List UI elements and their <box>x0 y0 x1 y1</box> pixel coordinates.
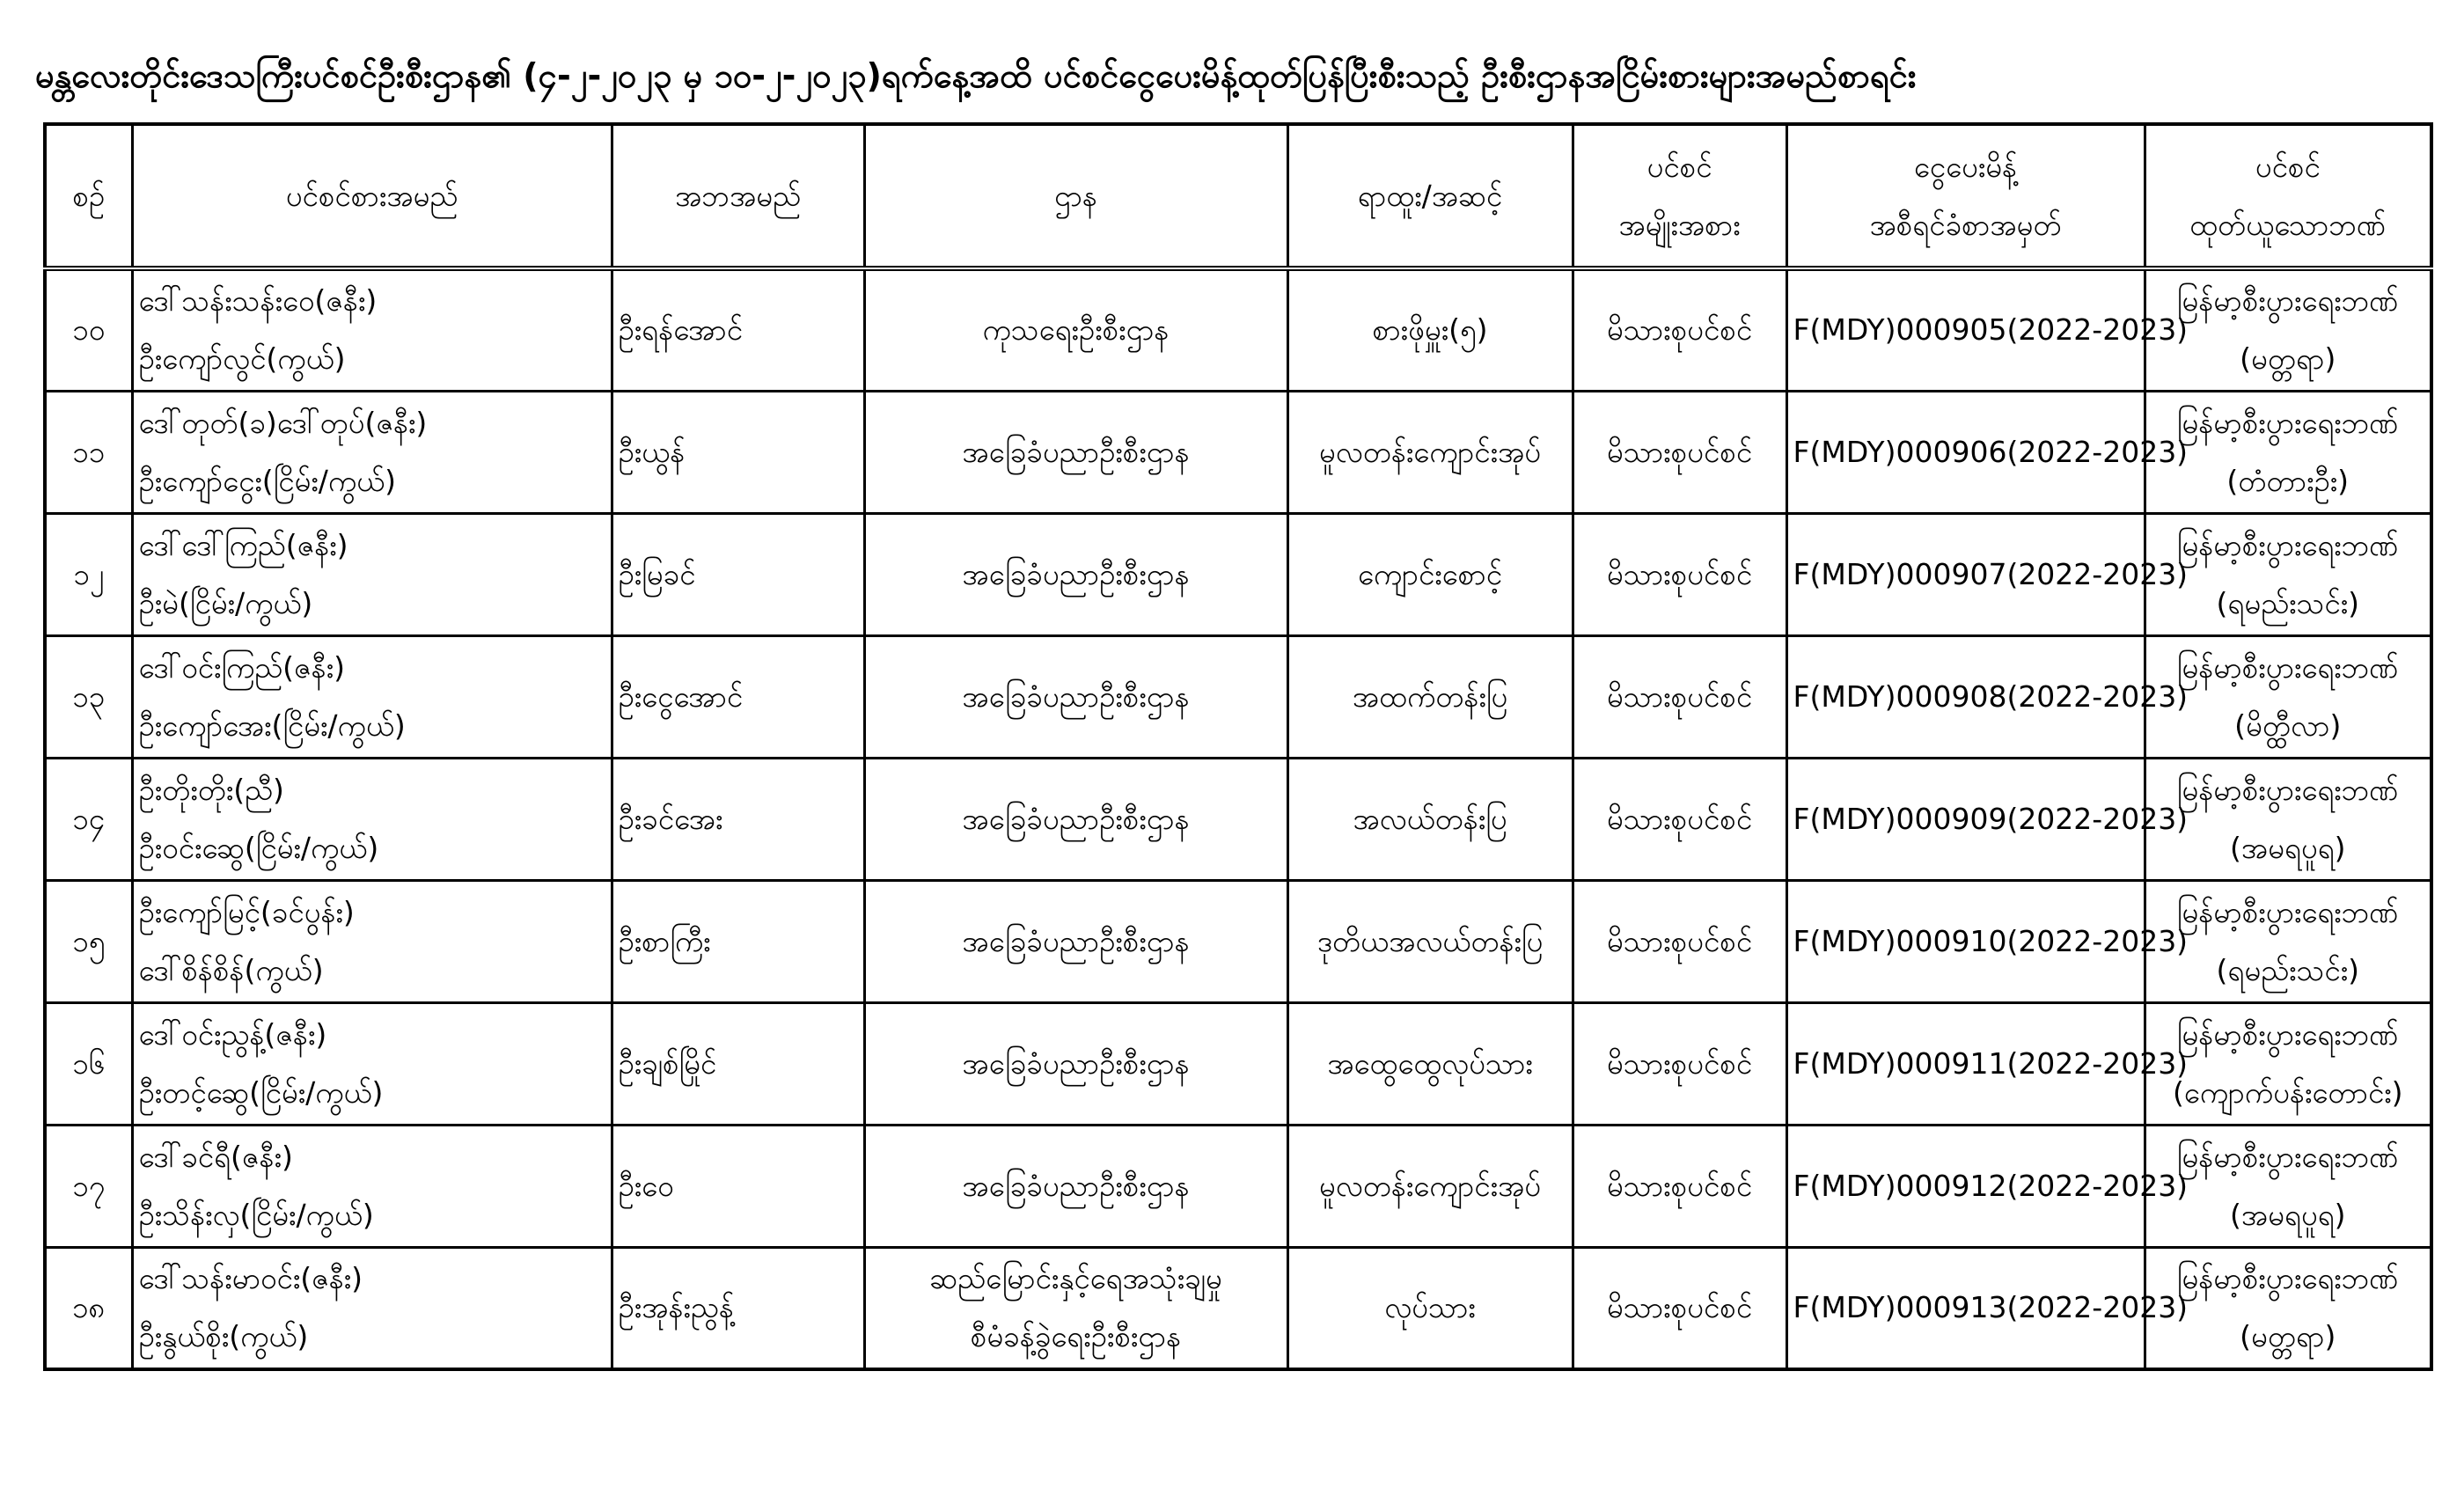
bank-branch: (မိတ္ထီလာ) <box>2234 708 2342 743</box>
pensioner-name-cell <box>132 635 612 758</box>
department-line1: အခြေခံပညာဦးစီးဌာန <box>962 1045 1190 1081</box>
rank: မူလတန်းကျောင်းအုပ် <box>1287 1125 1573 1247</box>
department-line1: အခြေခံပညာဦးစီးဌာန <box>962 1168 1190 1203</box>
header-pensioner-name: ပင်စင်စားအမည် <box>132 124 612 268</box>
department-line1: ဆည်မြောင်းနှင့်ရေအသုံးချမှု <box>929 1261 1222 1296</box>
deceased-name: ဦးကျော်ငွေး(ငြိမ်း/ကွယ်) <box>138 463 397 498</box>
header-rank: ရာထူး/အဆင့် <box>1287 124 1573 268</box>
rank: လုပ်သား <box>1287 1247 1573 1369</box>
pension-type: မိသားစုပင်စင် <box>1573 1125 1786 1247</box>
pensioner-name-cell <box>132 758 612 880</box>
header-pension-type-line1: ပင်စင် <box>1646 149 1712 184</box>
bank-branch: (အမရပူရ) <box>2229 1197 2346 1232</box>
department-cell <box>864 1125 1287 1247</box>
department-line1: အခြေခံပညာဦးစီးဌာန <box>962 434 1190 469</box>
row-number: ၁၇ <box>45 1125 132 1247</box>
row-number: ၁၁ <box>45 391 132 513</box>
header-bank-line2: ထုတ်ယူသောဘဏ် <box>2189 207 2387 242</box>
father-name: ဦးငွေအောင် <box>612 635 864 758</box>
table-row <box>45 1002 2431 1125</box>
bank-branch: (မတ္တရာ) <box>2240 341 2336 377</box>
pensioner-name-cell <box>132 268 612 391</box>
department-cell <box>864 1002 1287 1125</box>
table-row <box>45 513 2431 635</box>
bank-name: မြန်မာ့စီးပွားရေးဘဏ် <box>2176 1261 2399 1296</box>
order-number: F(MDY)000912(2022-2023) <box>1786 1125 2145 1247</box>
row-number: ၁၆ <box>45 1002 132 1125</box>
pensioner-name: ဦးကျော်မြင့်(ခင်ပွန်း) <box>138 894 355 929</box>
rank: အထွေထွေလုပ်သား <box>1287 1002 1573 1125</box>
header-row <box>45 124 2431 268</box>
pensioner-name-cell <box>132 391 612 513</box>
father-name: ဦးချစ်မြိုင် <box>612 1002 864 1125</box>
table-body <box>45 268 2431 1369</box>
pension-type: မိသားစုပင်စင် <box>1573 268 1786 391</box>
department-line2: စီမံခန့်ခွဲရေးဦးစီးဌာန <box>970 1319 1182 1354</box>
pensioner-name-cell <box>132 1125 612 1247</box>
deceased-name: ဦးမဲ(ငြိမ်း/ကွယ်) <box>138 585 313 620</box>
department-cell <box>864 513 1287 635</box>
header-no: စဉ် <box>45 124 132 268</box>
rank: စားဖိုမှူး(၅) <box>1287 268 1573 391</box>
header-bank-line1: ပင်စင် <box>2255 149 2321 184</box>
table-row <box>45 880 2431 1002</box>
header-father-name: အဘအမည် <box>612 124 864 268</box>
header-department: ဌာန <box>864 124 1287 268</box>
pensioner-name: ဒေါ်ခင်ရီ(ဇနီး) <box>138 1139 293 1174</box>
father-name: ဦးစာကြီး <box>612 880 864 1002</box>
rank: အထက်တန်းပြ <box>1287 635 1573 758</box>
father-name: ဦးရန်အောင် <box>612 268 864 391</box>
bank-name: မြန်မာ့စီးပွားရေးဘဏ် <box>2176 527 2399 562</box>
rank: ဒုတိယအလယ်တန်းပြ <box>1287 880 1573 1002</box>
table-row <box>45 268 2431 391</box>
table-row <box>45 1125 2431 1247</box>
header-bank <box>2145 124 2431 268</box>
pension-type: မိသားစုပင်စင် <box>1573 1002 1786 1125</box>
department-line1: အခြေခံပညာဦးစီးဌာန <box>962 923 1190 958</box>
father-name: ဦးခင်အေး <box>612 758 864 880</box>
pensioner-name: ဦးတိုးတိုး(ညီ) <box>138 772 284 807</box>
order-number: F(MDY)000909(2022-2023) <box>1786 758 2145 880</box>
bank-cell <box>2145 268 2431 391</box>
row-number: ၁၂ <box>45 513 132 635</box>
rank: မူလတန်းကျောင်းအုပ် <box>1287 391 1573 513</box>
row-number: ၁၃ <box>45 635 132 758</box>
pensioner-name-cell <box>132 513 612 635</box>
page-title: မန္တလေးတိုင်းဒေသကြီးပင်စင်ဦးစီးဌာန၏ (၄-၂-၂၀၂၃ မှ ၁၀-၂-၂၀၂၃)ရက်နေ့အထိ ပင်စင်ငွေပေးမိန့်ထုတ်ပြန်ပြီးစီးသည့် ဦးစီးဌာနအငြိမ်းစားများအမည်စာရင်း <box>35 56 1917 95</box>
deceased-name: ဦးသိန်းလှ(ငြိမ်း/ကွယ်) <box>138 1197 374 1232</box>
bank-branch: (ရမည်းသင်း) <box>2216 585 2359 620</box>
table-row <box>45 391 2431 513</box>
bank-name: မြန်မာ့စီးပွားရေးဘဏ် <box>2176 772 2399 807</box>
header-pension-type-line2: အမျိုးအစား <box>1618 207 1741 242</box>
department-line1: အခြေခံပညာဦးစီးဌာန <box>962 556 1190 591</box>
pensioner-name-cell <box>132 1247 612 1369</box>
table-header <box>45 124 2431 268</box>
order-number: F(MDY)000908(2022-2023) <box>1786 635 2145 758</box>
deceased-name: ဒေါ်စိန်စိန်(ကွယ်) <box>138 952 324 987</box>
department-line1: အခြေခံပညာဦးစီးဌာန <box>962 678 1190 714</box>
bank-name: မြန်မာ့စီးပွားရေးဘဏ် <box>2176 1139 2399 1174</box>
deceased-name: ဦးကျော်အေး(ငြိမ်း/ကွယ်) <box>138 708 406 743</box>
deceased-name: ဦးကျော်လွင်(ကွယ်) <box>138 341 346 377</box>
order-number: F(MDY)000911(2022-2023) <box>1786 1002 2145 1125</box>
department-cell <box>864 880 1287 1002</box>
pensioner-name: ဒေါ်ဝင်းညွန့်(ဇနီး) <box>138 1016 327 1052</box>
order-number: F(MDY)000905(2022-2023) <box>1786 268 2145 391</box>
pensioner-name-cell <box>132 880 612 1002</box>
rank: ကျောင်းစောင့် <box>1287 513 1573 635</box>
father-name: ဦးမြခင် <box>612 513 864 635</box>
rank: အလယ်တန်းပြ <box>1287 758 1573 880</box>
pension-type: မိသားစုပင်စင် <box>1573 635 1786 758</box>
order-number: F(MDY)000910(2022-2023) <box>1786 880 2145 1002</box>
pension-type: မိသားစုပင်စင် <box>1573 391 1786 513</box>
bank-name: မြန်မာ့စီးပွားရေးဘဏ် <box>2176 405 2399 440</box>
order-number: F(MDY)000913(2022-2023) <box>1786 1247 2145 1369</box>
order-number: F(MDY)000907(2022-2023) <box>1786 513 2145 635</box>
header-order-no-line2: အစီရင်ခံစာအမှတ် <box>1869 207 2062 242</box>
pensioner-name: ဒေါ်ဝင်းကြည်(ဇနီး) <box>138 649 346 685</box>
deceased-name: ဦးဝင်းဆွေ(ငြိမ်း/ကွယ်) <box>138 830 379 865</box>
pension-type: မိသားစုပင်စင် <box>1573 1247 1786 1369</box>
pension-type: မိသားစုပင်စင် <box>1573 880 1786 1002</box>
table-row <box>45 1247 2431 1369</box>
row-number: ၁၀ <box>45 268 132 391</box>
row-number: ၁၄ <box>45 758 132 880</box>
deceased-name: ဦးတင့်ဆွေ(ငြိမ်း/ကွယ်) <box>138 1074 384 1110</box>
table-row <box>45 758 2431 880</box>
pensioner-name: ဒေါ်သန်းသန်းဝေ(ဇနီး) <box>138 283 378 319</box>
header-order-no <box>1786 124 2145 268</box>
bank-branch: (မတ္တရာ) <box>2240 1319 2336 1354</box>
department-line1: အခြေခံပညာဦးစီးဌာန <box>962 801 1190 836</box>
department-line1: ကုသရေးဦးစီးဌာန <box>982 312 1170 348</box>
row-number: ၁၈ <box>45 1247 132 1369</box>
father-name: ဦးယွန် <box>612 391 864 513</box>
department-cell <box>864 268 1287 391</box>
bank-branch: (ရမည်းသင်း) <box>2216 952 2359 987</box>
header-pension-type <box>1573 124 1786 268</box>
pension-type: မိသားစုပင်စင် <box>1573 513 1786 635</box>
department-cell <box>864 758 1287 880</box>
pensioner-name-cell <box>132 1002 612 1125</box>
father-name: ဦးဝေ <box>612 1125 864 1247</box>
row-number: ၁၅ <box>45 880 132 1002</box>
pensioner-name: ဒေါ်ဒေါ်ကြည်(ဇနီး) <box>138 527 348 562</box>
deceased-name: ဦးနွယ်စိုး(ကွယ်) <box>138 1319 309 1354</box>
bank-branch: (တံတားဦး) <box>2226 463 2350 498</box>
pension-type: မိသားစုပင်စင် <box>1573 758 1786 880</box>
bank-name: မြန်မာ့စီးပွားရေးဘဏ် <box>2176 894 2399 929</box>
department-cell <box>864 1247 1287 1369</box>
bank-branch: (ကျောက်ပန်းတောင်း) <box>2172 1074 2403 1110</box>
pensioner-name: ဒေါ်တုတ်(ခ)ဒေါ်တုပ်(ဇနီး) <box>138 405 428 440</box>
department-cell <box>864 391 1287 513</box>
bank-name: မြန်မာ့စီးပွားရေးဘဏ် <box>2176 1016 2399 1052</box>
department-cell <box>864 635 1287 758</box>
bank-branch: (အမရပူရ) <box>2229 830 2346 865</box>
order-number: F(MDY)000906(2022-2023) <box>1786 391 2145 513</box>
pensioner-name: ဒေါ်သန်းမာဝင်း(ဇနီး) <box>138 1261 363 1296</box>
header-order-no-line1: ငွေပေးမိန့် <box>1913 149 2018 184</box>
bank-cell <box>2145 1002 2431 1125</box>
bank-name: မြန်မာ့စီးပွားရေးဘဏ် <box>2176 283 2399 319</box>
table-row <box>45 635 2431 758</box>
father-name: ဦးအုန်းညွန့် <box>612 1247 864 1369</box>
bank-name: မြန်မာ့စီးပွားရေးဘဏ် <box>2176 649 2399 685</box>
pensioner-table <box>43 122 2433 1371</box>
